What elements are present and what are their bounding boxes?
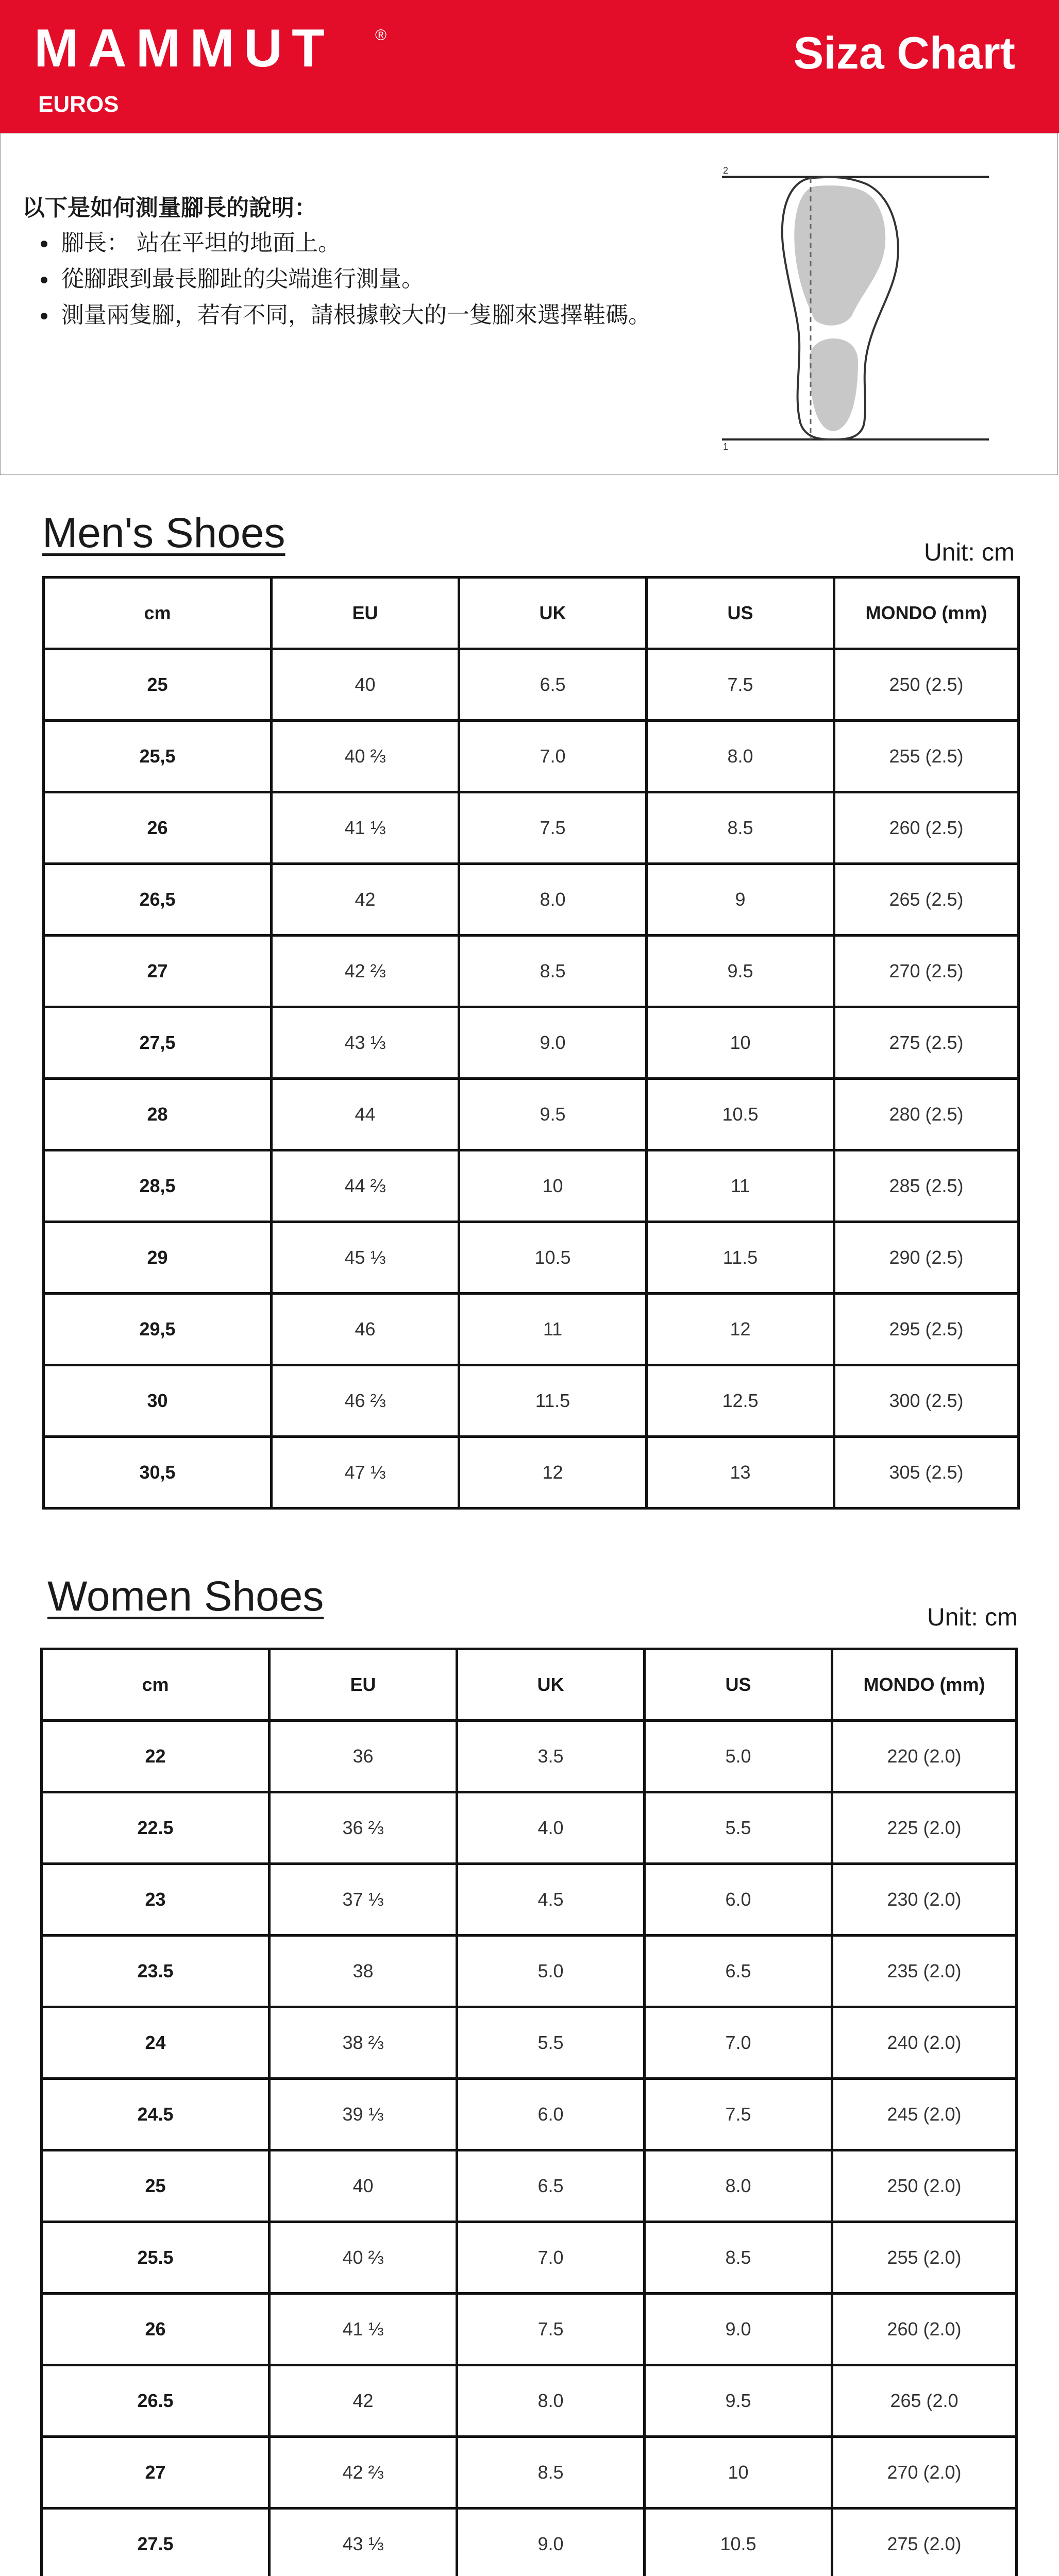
cell-mondo: 240 (2.0) [832,2007,1017,2079]
cell-mondo: 225 (2.0) [832,1792,1017,1864]
cell-uk: 9.0 [457,2509,645,2576]
cell-cm: 26 [44,792,272,864]
cell-mondo: 275 (2.0) [832,2509,1017,2576]
cell-cm: 30 [44,1365,272,1437]
cell-eu: 40 [270,2150,457,2222]
cell-cm: 29,5 [44,1294,272,1365]
cell-mondo: 300 (2.5) [834,1365,1019,1437]
cell-eu: 42 [272,864,459,936]
cell-cm: 26.5 [42,2365,270,2437]
cell-cm: 26,5 [44,864,272,936]
cell-us: 9.5 [647,936,834,1007]
cell-uk: 7.5 [457,2294,645,2365]
cell-us: 10.5 [647,1079,834,1150]
table-row [42,2079,1017,2150]
cell-mondo: 295 (2.5) [834,1294,1019,1365]
cell-mondo: 280 (2.5) [834,1079,1019,1150]
cell-cm: 24 [42,2007,270,2079]
cell-uk: 12 [459,1437,647,1509]
cell-uk: 8.0 [457,2365,645,2437]
cell-uk: 11 [459,1294,647,1365]
cell-us: 8.0 [647,721,834,792]
column-header-mondo: MONDO (mm) [834,578,1019,649]
table-row [44,1294,1019,1365]
cell-eu: 36 ⅔ [270,1792,457,1864]
table-row [42,2007,1017,2079]
cell-us: 7.5 [647,649,834,721]
cell-uk: 10.5 [459,1222,647,1294]
cell-cm: 24.5 [42,2079,270,2150]
column-header-uk: UK [459,578,647,649]
table-row [42,1864,1017,1936]
cell-eu: 36 [270,1721,457,1792]
instructions-list [38,225,651,333]
cell-uk: 10 [459,1150,647,1222]
cell-cm: 25.5 [42,2222,270,2294]
diagram-marker-top: 2 [723,165,729,176]
table-row [42,1792,1017,1864]
sub-brand: EUROS [38,92,119,117]
table-row [44,1007,1019,1079]
cell-us: 7.0 [645,2007,832,2079]
cell-uk: 6.5 [459,649,647,721]
cell-cm: 27,5 [44,1007,272,1079]
cell-us: 8.5 [647,792,834,864]
table-header-row [42,1649,1017,1721]
cell-eu: 37 ⅓ [270,1864,457,1936]
cell-cm: 27 [44,936,272,1007]
cell-uk: 7.0 [457,2222,645,2294]
table-header-row [44,578,1019,649]
cell-eu: 42 ⅔ [272,936,459,1007]
table-row [42,2222,1017,2294]
foot-measurement-diagram [712,165,1000,454]
heel-shade [810,338,858,431]
column-header-cm: cm [44,578,272,649]
foot-sole-shade [794,185,885,326]
table-row [44,1365,1019,1437]
womens-table-body [42,1721,1017,2576]
womens-size-table [40,1648,1018,2576]
page-title: Siza Chart [793,27,1015,78]
instruction-item: 測量兩隻腳，若有不同，請根據較大的一隻腳來選擇鞋碼。 [38,297,651,333]
table-row [42,2437,1017,2509]
cell-uk: 8.5 [457,2437,645,2509]
table-row [44,1079,1019,1150]
cell-mondo: 265 (2.0 [832,2365,1017,2437]
cell-us: 6.5 [645,1936,832,2007]
cell-uk: 3.5 [457,1721,645,1792]
instruction-item: 從腳跟到最長腳趾的尖端進行測量。 [38,261,651,297]
table-row [44,864,1019,936]
cell-us: 11 [647,1150,834,1222]
cell-cm: 27.5 [42,2509,270,2576]
column-header-cm: cm [42,1649,270,1721]
instructions-title: 以下是如何測量腳長的說明： [22,195,317,221]
cell-eu: 43 ⅓ [272,1007,459,1079]
cell-us: 10 [647,1007,834,1079]
cell-mondo: 250 (2.0) [832,2150,1017,2222]
cell-us: 6.0 [645,1864,832,1936]
cell-mondo: 265 (2.5) [834,864,1019,936]
column-header-us: US [647,578,834,649]
cell-cm: 26 [42,2294,270,2365]
cell-mondo: 245 (2.0) [832,2079,1017,2150]
table-row [42,2365,1017,2437]
cell-us: 12.5 [647,1365,834,1437]
cell-mondo: 270 (2.5) [834,936,1019,1007]
measurement-instructions [0,133,1058,475]
cell-uk: 11.5 [459,1365,647,1437]
cell-eu: 47 ⅓ [272,1437,459,1509]
cell-mondo: 260 (2.5) [834,792,1019,864]
cell-mondo: 275 (2.5) [834,1007,1019,1079]
cell-us: 8.0 [645,2150,832,2222]
cell-cm: 25,5 [44,721,272,792]
cell-uk: 9.0 [459,1007,647,1079]
cell-cm: 28 [44,1079,272,1150]
cell-mondo: 220 (2.0) [832,1721,1017,1792]
cell-uk: 8.5 [459,936,647,1007]
cell-us: 10 [645,2437,832,2509]
cell-us: 7.5 [645,2079,832,2150]
instruction-item: 腳長： 站在平坦的地面上。 [38,225,651,261]
column-header-mondo: MONDO (mm) [832,1649,1017,1721]
womens-section-title: Women Shoes [47,1573,324,1620]
cell-mondo: 255 (2.0) [832,2222,1017,2294]
cell-us: 5.0 [645,1721,832,1792]
cell-eu: 40 [272,649,459,721]
cell-us: 9.0 [645,2294,832,2365]
cell-cm: 29 [44,1222,272,1294]
cell-eu: 44 [272,1079,459,1150]
cell-eu: 42 ⅔ [270,2437,457,2509]
cell-us: 9.5 [645,2365,832,2437]
cell-cm: 22 [42,1721,270,1792]
cell-mondo: 260 (2.0) [832,2294,1017,2365]
cell-mondo: 255 (2.5) [834,721,1019,792]
cell-us: 5.5 [645,1792,832,1864]
diagram-marker-bottom: 1 [723,442,729,452]
cell-cm: 23.5 [42,1936,270,2007]
cell-us: 11.5 [647,1222,834,1294]
table-row [42,1721,1017,1792]
cell-eu: 39 ⅓ [270,2079,457,2150]
cell-cm: 22.5 [42,1792,270,1864]
table-row [44,1222,1019,1294]
table-row [44,1150,1019,1222]
cell-eu: 45 ⅓ [272,1222,459,1294]
cell-cm: 25 [44,649,272,721]
column-header-us: US [645,1649,832,1721]
cell-eu: 41 ⅓ [270,2294,457,2365]
cell-uk: 8.0 [459,864,647,936]
cell-eu: 46 [272,1294,459,1365]
table-row [44,1437,1019,1509]
cell-mondo: 235 (2.0) [832,1936,1017,2007]
cell-cm: 30,5 [44,1437,272,1509]
cell-uk: 7.5 [459,792,647,864]
cell-eu: 38 [270,1936,457,2007]
cell-us: 10.5 [645,2509,832,2576]
table-row [44,649,1019,721]
table-row [42,2509,1017,2576]
cell-uk: 9.5 [459,1079,647,1150]
cell-mondo: 230 (2.0) [832,1864,1017,1936]
cell-eu: 38 ⅔ [270,2007,457,2079]
mens-unit-label: Unit: cm [923,539,1015,566]
cell-uk: 6.5 [457,2150,645,2222]
cell-mondo: 290 (2.5) [834,1222,1019,1294]
mens-table-body [44,649,1019,1509]
womens-unit-label: Unit: cm [927,1604,1018,1631]
cell-cm: 28,5 [44,1150,272,1222]
table-row [44,792,1019,864]
column-header-uk: UK [457,1649,645,1721]
table-row [42,2294,1017,2365]
brand-logo: MAMMUT [34,19,334,78]
cell-cm: 25 [42,2150,270,2222]
cell-uk: 5.0 [457,1936,645,2007]
cell-eu: 43 ⅓ [270,2509,457,2576]
cell-mondo: 285 (2.5) [834,1150,1019,1222]
cell-eu: 42 [270,2365,457,2437]
header-banner [0,0,1059,133]
cell-mondo: 305 (2.5) [834,1437,1019,1509]
cell-uk: 6.0 [457,2079,645,2150]
cell-cm: 27 [42,2437,270,2509]
column-header-eu: EU [272,578,459,649]
cell-eu: 40 ⅔ [270,2222,457,2294]
cell-eu: 41 ⅓ [272,792,459,864]
cell-us: 13 [647,1437,834,1509]
cell-us: 9 [647,864,834,936]
table-row [44,721,1019,792]
table-row [42,2150,1017,2222]
cell-us: 8.5 [645,2222,832,2294]
cell-uk: 5.5 [457,2007,645,2079]
cell-uk: 4.0 [457,1792,645,1864]
table-row [44,936,1019,1007]
column-header-eu: EU [270,1649,457,1721]
cell-cm: 23 [42,1864,270,1936]
cell-uk: 4.5 [457,1864,645,1936]
registered-mark: ® [375,27,387,44]
cell-mondo: 250 (2.5) [834,649,1019,721]
cell-us: 12 [647,1294,834,1365]
cell-eu: 44 ⅔ [272,1150,459,1222]
table-row [42,1936,1017,2007]
mens-section-title: Men's Shoes [42,510,285,556]
cell-eu: 40 ⅔ [272,721,459,792]
cell-eu: 46 ⅔ [272,1365,459,1437]
cell-mondo: 270 (2.0) [832,2437,1017,2509]
cell-uk: 7.0 [459,721,647,792]
mens-size-table [42,576,1020,1510]
